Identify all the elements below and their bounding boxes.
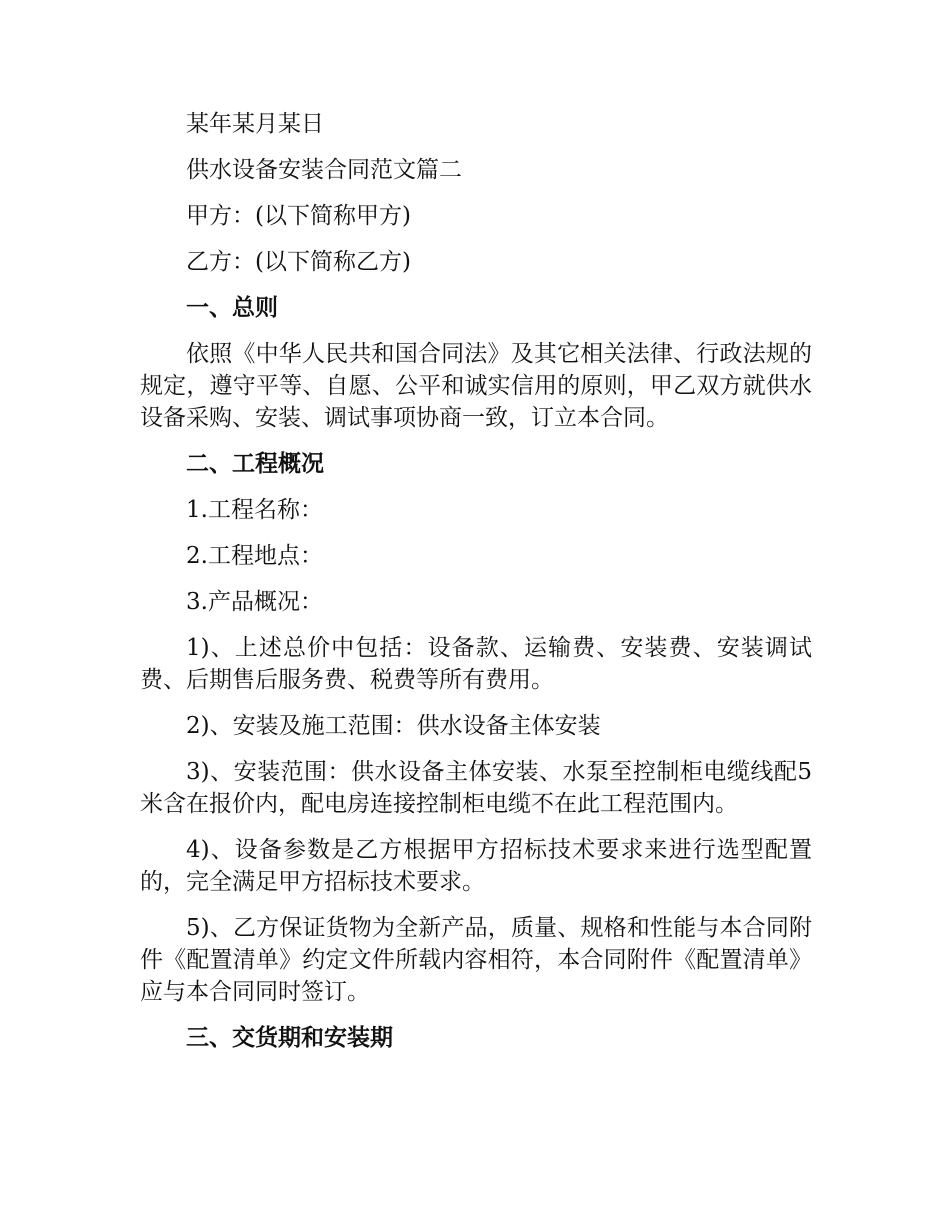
clause-5: 5)、乙方保证货物为全新产品，质量、规格和性能与本合同附件《配置清单》约定文件所载内容相符，本合同附件《配置清单》应与本合同同时签订。 [140,915,812,1005]
date-line: 某年某月某日 [186,111,324,137]
section-heading-delivery-installation: 三、交货期和安装期 [186,1025,393,1051]
section-heading-project-overview: 二、工程概况 [186,451,324,477]
party-b-line: 乙方：(以下简称乙方) [186,249,411,275]
clause-4: 4)、设备参数是乙方根据甲方招标技术要求来进行选型配置的，完全满足甲方招标技术要求。 [140,837,812,895]
product-overview-line: 3.产品概况： [186,589,323,615]
clause-3: 3)、安装范围：供水设备主体安装、水泵至控制柜电缆线配5米含在报价内，配电房连接控制柜电缆不在此工程范围内。 [140,759,812,817]
clause-2: 2)、安装及施工范围：供水设备主体安装 [186,713,601,739]
project-location-line: 2.工程地点： [186,543,323,569]
clause-1: 1)、上述总价中包括：设备款、运输费、安装费、安装调试费、后期售后服务费、税费等所有费用。 [140,635,812,693]
project-name-line: 1.工程名称： [186,497,323,523]
document-title: 供水设备安装合同范文篇二 [186,157,462,183]
document-body [140,108,812,1068]
section-heading-general: 一、总则 [186,295,278,321]
party-a-line: 甲方：(以下简称甲方) [186,203,411,229]
general-paragraph: 依照《中华人民共和国合同法》及其它相关法律、行政法规的规定，遵守平等、自愿、公平和诚实信用的原则，甲乙双方就供水设备采购、安装、调试事项协商一致，订立本合同。 [140,341,812,431]
